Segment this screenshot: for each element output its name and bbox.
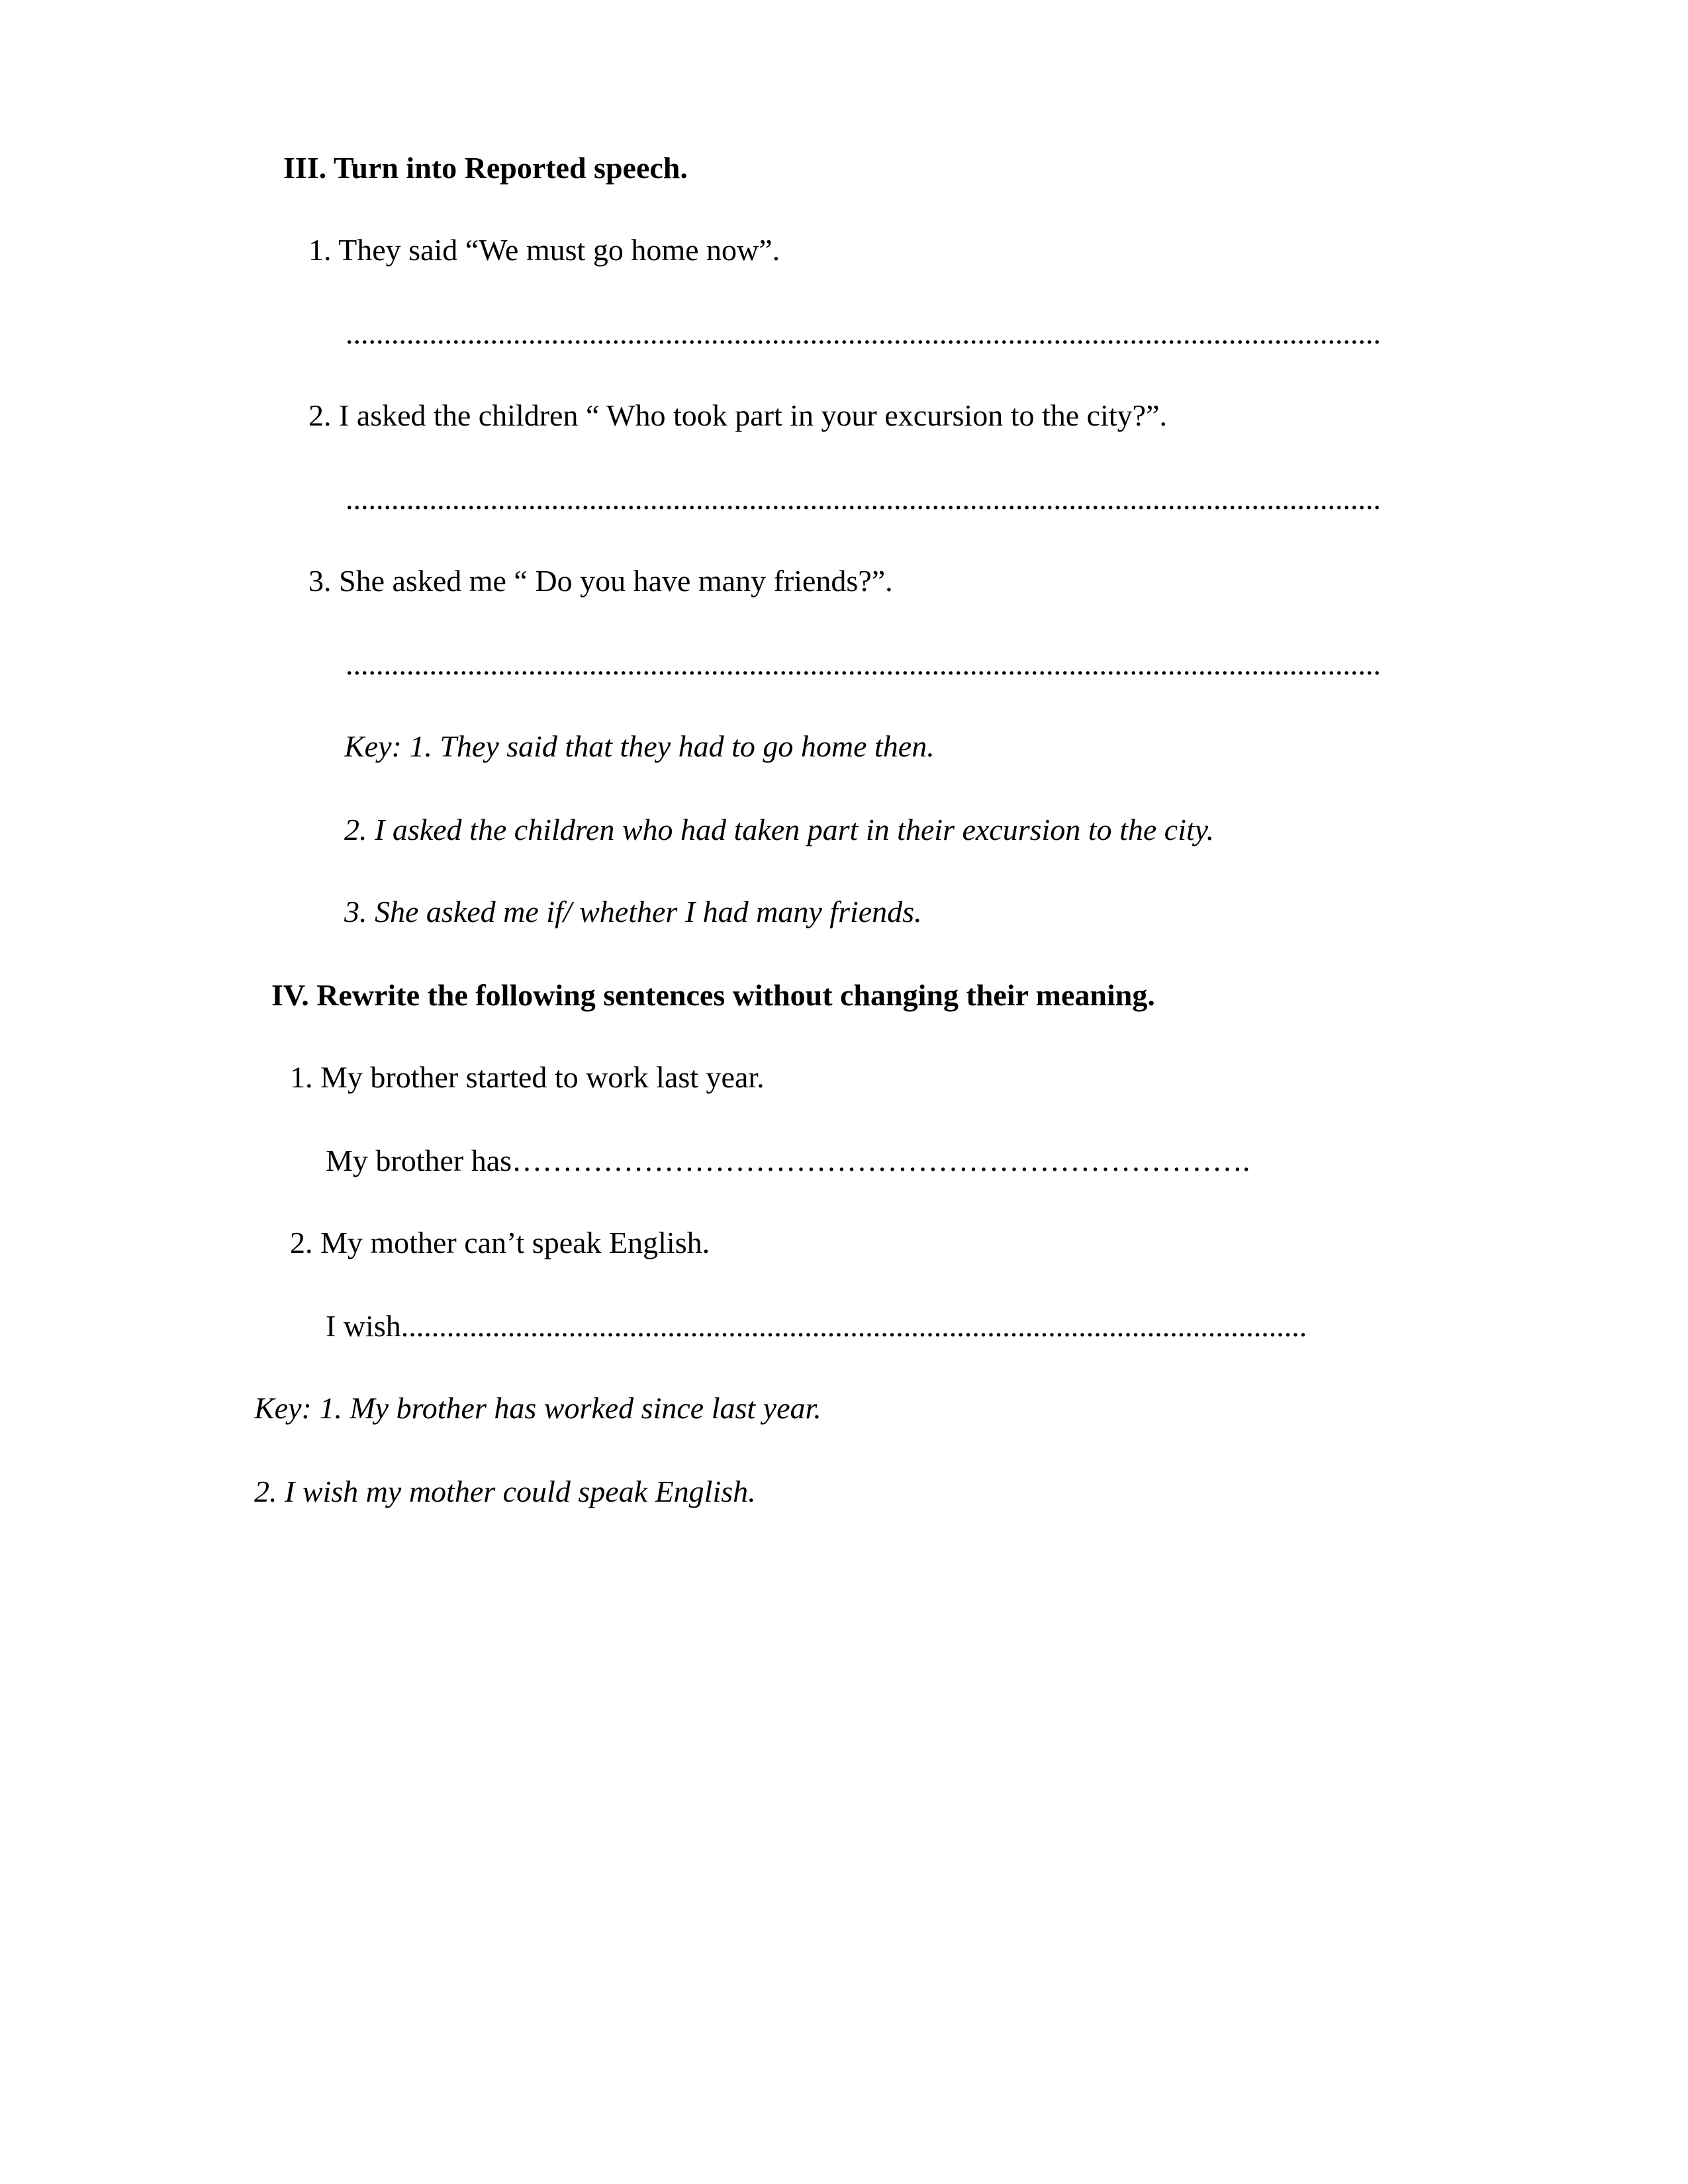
section-4-prompt-1: My brother has………………………………………………………………. <box>326 1144 1250 1177</box>
section-3-answer-line-3: ........................................................................................................................................ <box>346 647 1381 681</box>
section-3-answer-line-2: ........................................................................................................................................ <box>346 482 1381 516</box>
section-3-answer-line-1: ........................................................................................................................................ <box>346 316 1381 350</box>
section-3-question-2: 2. I asked the children “ Who took part in your excursion to the city?”. <box>308 398 1167 432</box>
section-4-sentence-1: 1. My brother started to work last year. <box>290 1060 765 1094</box>
section-4-key-2: 2. I wish my mother could speak English. <box>254 1475 756 1508</box>
section-3-key-1: Key: 1. They said that they had to go home then. <box>344 729 935 763</box>
section-4-prompt-2: I wish....................................................................................................................... <box>326 1309 1307 1343</box>
section-4-sentence-2: 2. My mother can’t speak English. <box>290 1226 710 1259</box>
section-4-heading: IV. Rewrite the following sentences without changing their meaning. <box>271 978 1155 1012</box>
section-4-key-1: Key: 1. My brother has worked since last year. <box>254 1391 821 1425</box>
section-3-heading: III. Turn into Reported speech. <box>283 151 688 185</box>
section-3-key-2: 2. I asked the children who had taken part in their excursion to the city. <box>344 813 1215 846</box>
section-3-key-3: 3. She asked me if/ whether I had many friends. <box>344 895 922 929</box>
section-3-question-3: 3. She asked me “ Do you have many friends?”. <box>308 564 893 598</box>
section-3-question-1: 1. They said “We must go home now”. <box>308 233 780 267</box>
